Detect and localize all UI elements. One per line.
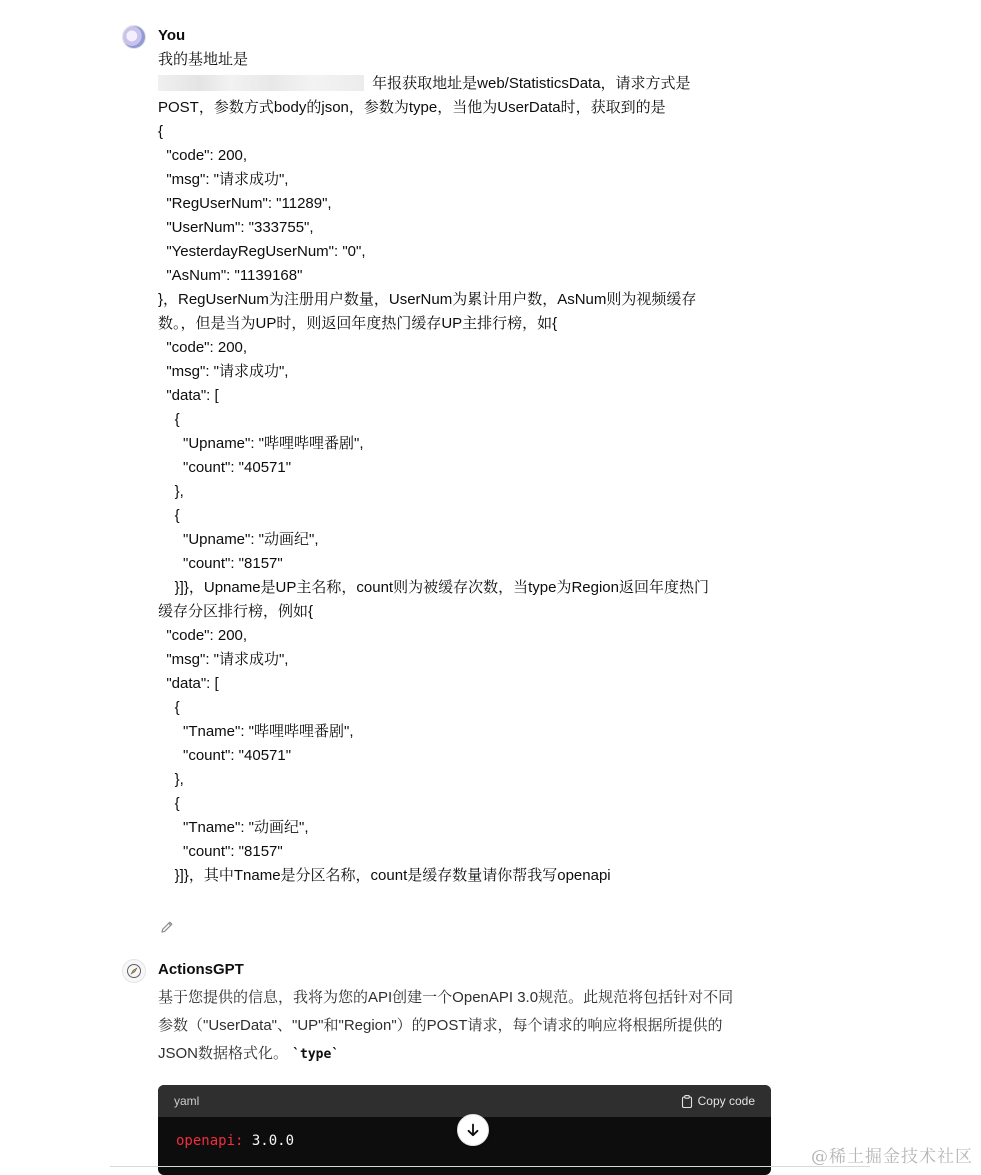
user-message-line: { xyxy=(158,699,180,716)
user-message-line: "code": 200, xyxy=(158,627,248,644)
user-message-line: 我的基地址是 xyxy=(158,51,249,68)
copy-code-button[interactable] xyxy=(681,1094,755,1108)
user-message-line: "data": [ xyxy=(158,387,219,404)
user-message-line: "msg": "请求成功", xyxy=(158,363,289,380)
assistant-line: 参数（"UserData"、"UP"和"Region"）的POST请求，每个请求的响应将根据所提供的 xyxy=(158,1017,723,1034)
clipboard-icon xyxy=(681,1095,693,1108)
user-message-line: "YesterdayRegUserNum": "0", xyxy=(158,243,366,260)
code-language-label: yaml xyxy=(174,1094,200,1108)
compass-icon xyxy=(126,963,142,979)
composer-divider xyxy=(110,1166,870,1167)
user-message-line: "data": [ xyxy=(158,675,219,692)
user-message-line: { xyxy=(158,411,180,428)
user-message-line: "RegUserNum": "11289", xyxy=(158,195,332,212)
code-key: openapi: xyxy=(176,1133,244,1149)
user-message-line: "count": "8157" xyxy=(158,843,283,860)
code-block-header xyxy=(158,1085,771,1117)
user-message-line: POST，参数方式body的json，参数为type，当他为UserData时，获取到的是 xyxy=(158,99,666,116)
user-message-line: 数。，但是当为UP时，则返回年度热门缓存UP主排行榜，如{ xyxy=(158,315,558,332)
code-value: 3.0.0 xyxy=(243,1133,295,1149)
assistant-line: 基于您提供的信息，我将为您的API创建一个OpenAPI 3.0规范。此规范将包括针对不同 xyxy=(158,989,734,1006)
inline-code: `type` xyxy=(292,1047,340,1062)
user-message-line xyxy=(158,72,778,96)
redacted-base-url xyxy=(158,75,364,91)
user-message-line: "count": "40571" xyxy=(158,747,292,764)
assistant-line xyxy=(158,1040,778,1068)
assistant-author-name: ActionsGPT xyxy=(158,961,244,978)
user-message-line: { xyxy=(158,123,164,140)
user-message-line: }]}，Upname是UP主名称，count则为被缓存次数，当type为Region返回年度热门 xyxy=(158,579,709,596)
user-message-line: }, xyxy=(158,771,184,788)
user-message-line: "AsNum": "1139168" xyxy=(158,267,303,284)
user-message-line: "UserNum": "333755", xyxy=(158,219,314,236)
user-author-name: You xyxy=(158,27,186,44)
assistant-avatar xyxy=(122,959,146,983)
arrow-down-icon xyxy=(465,1122,481,1138)
user-message-line: }]}，其中Tname是分区名称，count是缓存数量请你帮我写openapi xyxy=(158,867,611,884)
user-message-line: "msg": "请求成功", xyxy=(158,171,289,188)
user-message-line: "Tname": "动画纪", xyxy=(158,819,309,836)
user-message-line: "Upname": "动画纪", xyxy=(158,531,319,548)
user-message-line: { xyxy=(158,795,180,812)
user-message-line: }，RegUserNum为注册用户数量，UserNum为累计用户数，AsNum则为视频缓存 xyxy=(158,291,697,308)
watermark: @稀土掘金技术社区 xyxy=(811,1147,973,1167)
user-avatar xyxy=(122,25,146,49)
assistant-line-text: JSON数据格式化。 xyxy=(158,1045,289,1062)
user-message-line: "msg": "请求成功", xyxy=(158,651,289,668)
user-message-line: "code": 200, xyxy=(158,147,248,164)
user-message-line: "Upname": "哔哩哔哩番剧", xyxy=(158,435,364,452)
user-message-line-text: 年报获取地址是web/StatisticsData，请求方式是 xyxy=(368,75,691,92)
user-message-line: "count": "40571" xyxy=(158,459,292,476)
user-message-line: }, xyxy=(158,483,184,500)
user-message-line: { xyxy=(158,507,180,524)
user-message-body xyxy=(158,48,778,888)
user-message-line: "code": 200, xyxy=(158,339,248,356)
user-message-line: 缓存分区排行榜，例如{ xyxy=(158,603,314,620)
copy-code-label: Copy code xyxy=(697,1094,755,1108)
user-message-line: "count": "8157" xyxy=(158,555,283,572)
scroll-to-bottom-button[interactable] xyxy=(457,1114,489,1146)
assistant-message-body xyxy=(158,984,778,1068)
pencil-icon[interactable] xyxy=(159,919,175,935)
user-message-line: "Tname": "哔哩哔哩番剧", xyxy=(158,723,354,740)
